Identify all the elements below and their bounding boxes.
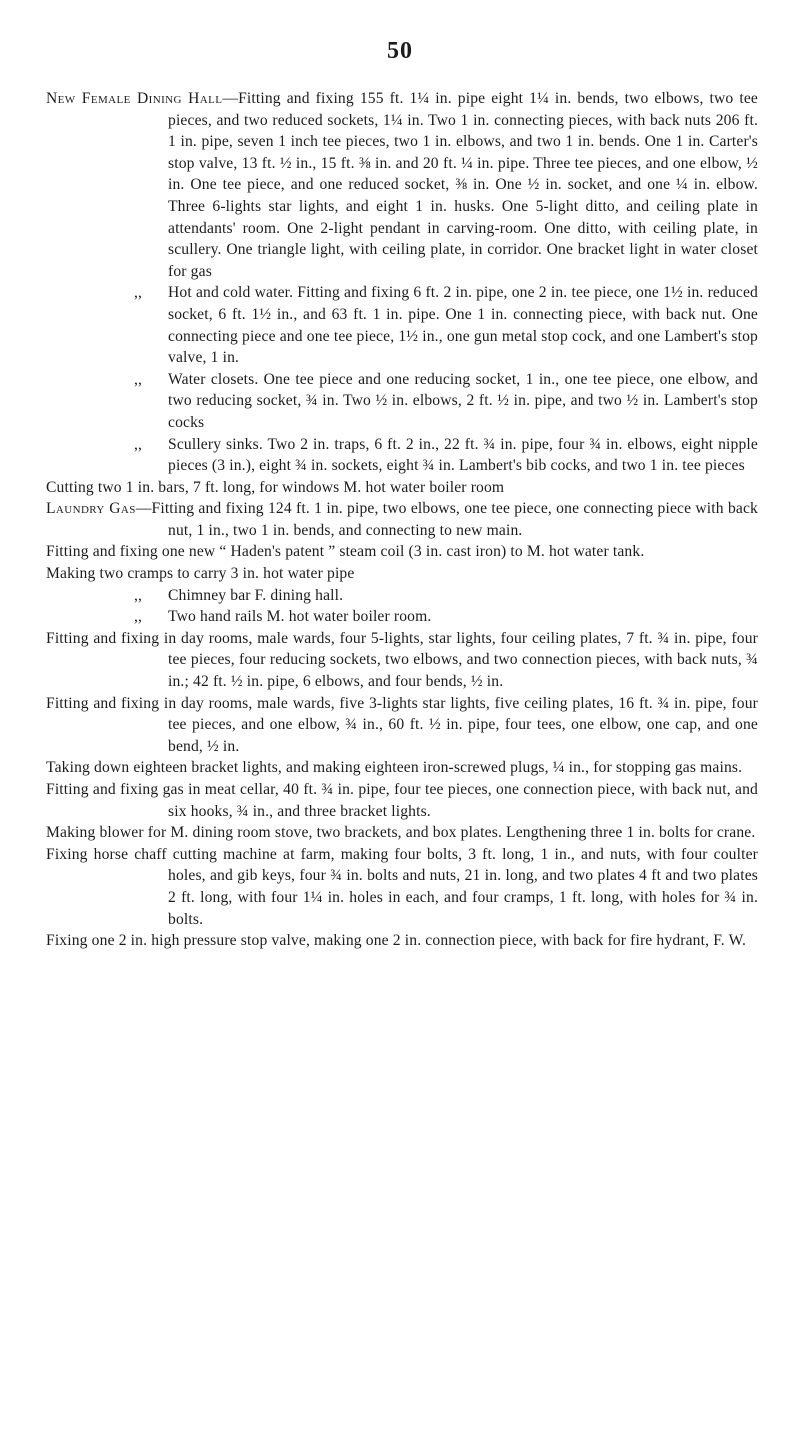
entry-text: Fitting and fixing in day rooms, male wards, four 5-lights, star lights, four ceiling plates, 7 ft. ¾ in. pipe, four tee pieces, four reducing sockets, two elbows, and two connection pieces, with back nuts, ¾ in.; 42 ft. ½ in. pipe, 6 elbows, and four bends, ½ in.: [46, 629, 758, 691]
entry-hot-cold-water: [46, 282, 758, 368]
entry-text: Scullery sinks. Two 2 in. traps, 6 ft. 2 in., 22 ft. ¾ in. pipe, four ¾ in. elbows, eight nipple pieces (3 in.), eight ¾ in. sockets, eight ¾ in. Lambert's bib cocks, and two 1 in. tee pieces: [168, 435, 758, 475]
ditto-mark: ,,: [134, 608, 143, 626]
entry-text: Two hand rails M. hot water boiler room.: [168, 608, 432, 626]
entry-steam-coil: [46, 541, 758, 563]
entries-list: [46, 88, 758, 952]
entry-day-rooms-five-lights: [46, 628, 758, 693]
entry-chaff-cutting-machine: [46, 844, 758, 930]
entry-stop-valve: [46, 930, 758, 952]
ditto-mark: ,,: [134, 435, 143, 453]
ditto-mark: ,,: [134, 586, 143, 604]
entry-text: Fitting and fixing one new “ Haden's patent ” steam coil (3 in. cast iron) to M. hot water tank.: [46, 543, 645, 561]
entry-text: —Fitting and fixing 124 ft. 1 in. pipe, two elbows, one tee piece, one connecting piece with back nut, 1 in., two 1 in. bends, and connecting to new main.: [135, 500, 758, 539]
entry-scullery-sinks: [46, 434, 758, 477]
entry-making-cramps: [46, 563, 758, 585]
entry-text: Making blower for M. dining room stove, two brackets, and box plates. Lengthening three 1 in. bolts for crane.: [46, 824, 756, 842]
entry-text: Fitting and fixing gas in meat cellar, 40 ft. ¾ in. pipe, four tee pieces, one connection piece, with back nut, and six hooks, ¾ in., and three bracket lights.: [46, 781, 758, 820]
entry-text: Fitting and fixing in day rooms, male wards, five 3-lights star lights, five ceiling plates, 16 ft. ¾ in. pipe, four tee pieces, and one elbow, ¾ in., 60 ft. ½ in. pipe, four tees, one elbow, one cap, and one bend, ½ in.: [46, 694, 758, 755]
entry-meat-cellar: [46, 779, 758, 822]
entry-text: Fixing horse chaff cutting machine at farm, making four bolts, 3 ft. long, 1 in., and nuts, with four coulter holes, and gib keys, four ¾ in. bolts and nuts, 21 in. long, and two plates 4 ft and two plates 2 ft. long, with four 1¼ in. holes in each, and four cramps, 1 ft. long, with holes for ¾ in. bolts.: [46, 845, 758, 928]
entry-heading: New Female Dining Hall: [46, 90, 223, 107]
entry-text: Hot and cold water. Fitting and fixing 6 ft. 2 in. pipe, one 2 in. tee piece, one 1½ in. reduced socket, 6 ft. 1½ in., and 63 ft. 1 in. pipe. One 1 in. connecting piece, with back nut. One connecting piece and one tee piece, 1½ in., one gun metal stop cock, and one Lambert's stop valve, 1 in.: [168, 284, 758, 367]
entry-cutting-bars: [46, 477, 758, 499]
entry-laundry-gas: [46, 498, 758, 541]
page-number: 50: [387, 38, 413, 64]
entry-text: Chimney bar F. dining hall.: [168, 586, 344, 604]
entry-water-closets: [46, 369, 758, 434]
entry-heading: Laundry Gas: [46, 500, 136, 518]
entry-text: Making two cramps to carry 3 in. hot water pipe: [46, 565, 355, 583]
entry-text: Taking down eighteen bracket lights, and making eighteen iron-screwed plugs, ¼ in., for stopping gas mains.: [46, 759, 743, 777]
entry-text: Fixing one 2 in. high pressure stop valve, making one 2 in. connection piece, with back for fire hydrant, F. W.: [46, 932, 747, 950]
entry-new-female-dining-hall: [46, 88, 758, 282]
entry-text: Water closets. One tee piece and one reducing socket, 1 in., one tee piece, one elbow, and two reducing socket, ¾ in. Two ½ in. elbows, 2 ft. ½ in. pipe, and two ½ in. Lambert's stop cocks: [168, 370, 758, 431]
entry-day-rooms-three-lights: [46, 693, 758, 758]
entry-bracket-lights: [46, 757, 758, 779]
entry-blower: [46, 822, 758, 844]
entry-hand-rails: [46, 606, 758, 628]
ditto-mark: ,,: [134, 284, 143, 302]
entry-text: —Fitting and fixing 155 ft. 1¼ in. pipe eight 1¼ in. bends, two elbows, two tee pieces, and two reduced sockets, 1¼ in. Two 1 in. connecting pieces, with back nuts 206 ft. 1 in. pipe, seven 1 inch tee pieces, two 1 in. elbows, and two 1 in. bends. One 1 in. Carter's stop valve, 13 ft. ½ in., 15 ft. ⅜ in. and 20 ft. ¼ in. pipe. Three tee pieces, and one elbow, ½ in. One tee piece, and one reduced socket, ⅜ in. One ½ in. socket, and one ¼ in. elbow. Three 6-lights star lights, and eight 1 in. husks. One 5-light ditto, and ceiling plate in attendants' room. One 2-light pendant in carving-room. One ditto, with ceiling plate, in scullery. One triangle light, with ceiling plate, in corridor. One bracket light in water closet for gas: [168, 90, 758, 280]
entry-chimney-bar: [46, 585, 758, 607]
entry-text: Cutting two 1 in. bars, 7 ft. long, for windows M. hot water boiler room: [46, 478, 505, 496]
ditto-mark: ,,: [134, 370, 143, 388]
